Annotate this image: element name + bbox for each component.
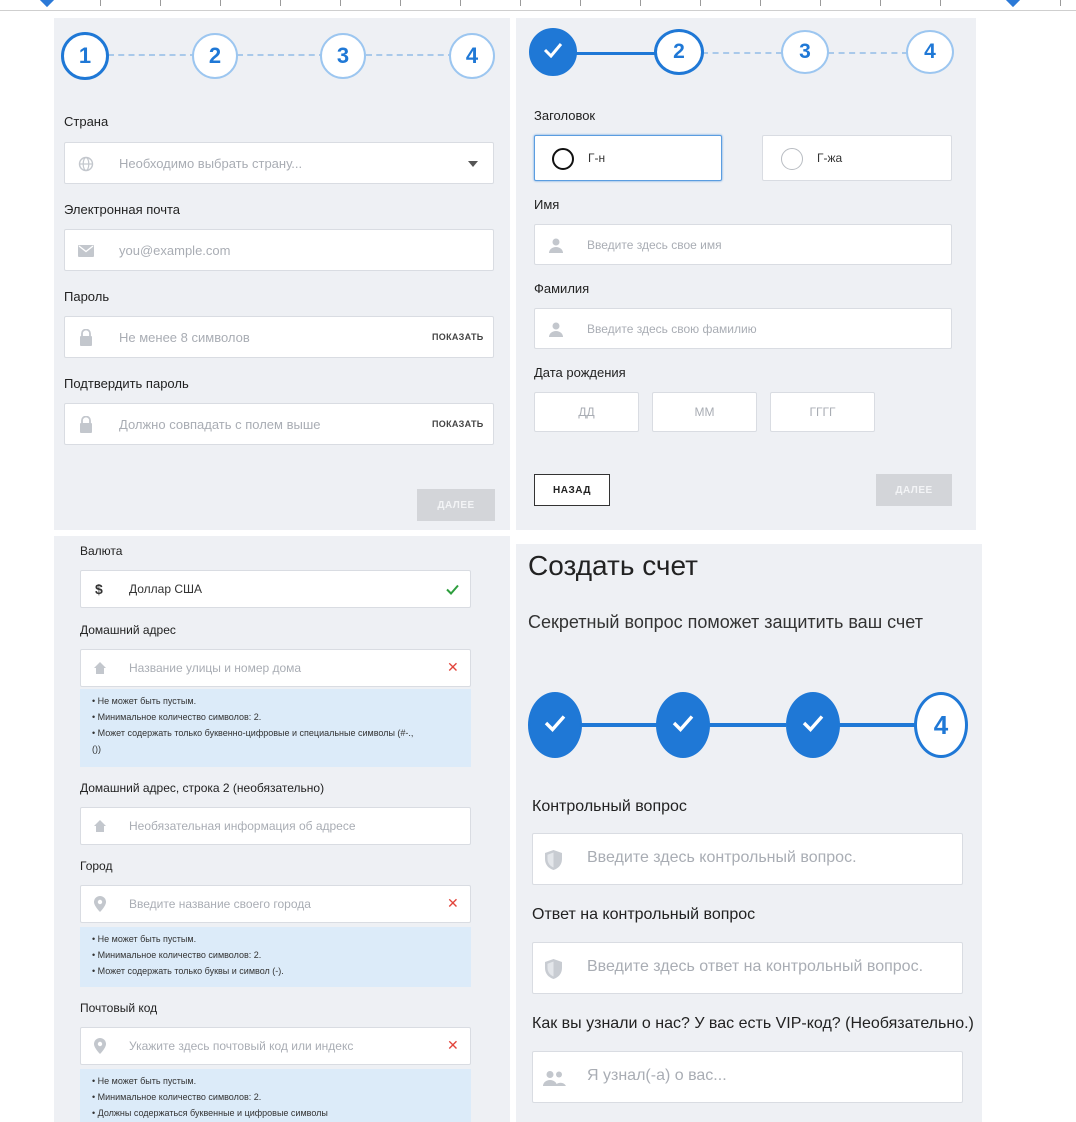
security-question-label: Контрольный вопрос <box>532 798 687 815</box>
chevron-down-icon[interactable] <box>467 159 479 169</box>
hint-line: • Не может быть пустым. <box>92 934 197 944</box>
check-icon <box>445 582 459 596</box>
title-mr-label: Г-н <box>588 151 606 165</box>
zip-placeholder: Укажите здесь почтовый код или индекс <box>129 1039 354 1053</box>
ruler-tick <box>460 0 461 6</box>
ruler-tick <box>580 0 581 6</box>
stepper-connector <box>702 52 782 54</box>
ruler-tick <box>520 0 521 6</box>
step-1-indicator[interactable] <box>61 32 109 80</box>
step-4-indicator[interactable] <box>906 30 954 74</box>
currency-select[interactable] <box>80 570 471 608</box>
address-field[interactable] <box>80 649 471 687</box>
address-hint-box <box>80 689 471 767</box>
hint-line: • Минимальное количество символов: 2. <box>92 1092 262 1102</box>
currency-value: Доллар США <box>129 582 203 596</box>
security-question-field[interactable] <box>532 833 963 885</box>
step-3-indicator[interactable] <box>320 33 366 79</box>
security-question-placeholder: Введите здесь контрольный вопрос. <box>587 849 857 866</box>
first-name-placeholder: Введите здесь свое имя <box>587 238 722 252</box>
hint-line: ()) <box>92 744 101 754</box>
ruler-tick <box>340 0 341 6</box>
city-placeholder: Введите название своего города <box>129 897 311 911</box>
location-pin-icon <box>92 896 108 912</box>
signup-step-3-panel <box>54 536 510 1122</box>
signup-step-4-panel <box>516 544 982 1122</box>
first-name-field[interactable] <box>534 224 952 265</box>
step-number: 4 <box>924 40 936 63</box>
currency-label: Валюта <box>80 544 123 558</box>
envelope-icon <box>77 242 95 260</box>
step-number: 3 <box>336 43 350 68</box>
step-number: 4 <box>465 43 479 68</box>
zip-hint-box <box>80 1069 471 1122</box>
city-label: Город <box>80 859 113 873</box>
ruler-tick <box>640 0 641 6</box>
hint-line: • Не может быть пустым. <box>92 1076 197 1086</box>
step-number: 1 <box>78 43 92 68</box>
ruler-tick <box>760 0 761 6</box>
dob-label: Дата рождения <box>534 365 626 380</box>
stepper-connector-complete <box>576 52 656 55</box>
last-name-label: Фамилия <box>534 281 590 296</box>
page-subtitle: Секретный вопрос поможет защитить ваш счет <box>528 612 923 632</box>
referral-placeholder: Я узнал(-а) о вас... <box>587 1067 727 1084</box>
referral-label: Как вы узнали о нас? У вас есть VIP-код? (Необязательно.) <box>532 1015 974 1032</box>
globe-icon <box>77 155 95 173</box>
country-select[interactable] <box>64 142 494 184</box>
person-icon <box>547 236 565 254</box>
step-2-indicator[interactable] <box>654 29 704 75</box>
radio-icon <box>781 148 803 170</box>
step-number: 2 <box>673 40 685 63</box>
address-label: Домашний адрес <box>80 623 176 637</box>
referral-field[interactable] <box>532 1051 963 1103</box>
step-4-indicator[interactable] <box>914 692 968 758</box>
last-name-placeholder: Введите здесь свою фамилию <box>587 322 757 336</box>
lock-icon <box>77 328 95 346</box>
show-password-button[interactable]: ПОКАЗАТЬ <box>432 332 484 342</box>
home-icon <box>92 818 108 834</box>
error-x-icon: ✕ <box>447 895 459 911</box>
stepper-connector <box>237 54 325 56</box>
next-button[interactable]: ДАЛЕЕ <box>417 489 495 521</box>
title-mr-option[interactable] <box>534 135 722 181</box>
stepper-connector-complete <box>834 723 916 727</box>
title-mrs-label: Г-жа <box>817 151 843 165</box>
city-field[interactable] <box>80 885 471 923</box>
stepper-connector <box>366 54 454 56</box>
next-button[interactable]: ДАЛЕЕ <box>876 474 952 506</box>
dob-day-field[interactable] <box>534 392 639 432</box>
confirm-password-field[interactable] <box>64 403 494 445</box>
ruler-tick <box>160 0 161 6</box>
page-title: Создать счет <box>528 550 698 581</box>
checkmark-icon <box>543 42 563 63</box>
ruler-tick <box>400 0 401 6</box>
back-button[interactable]: НАЗАД <box>534 474 610 506</box>
confirm-password-label: Подтвердить пароль <box>64 376 189 391</box>
hint-line: • Может содержать только буквы и символ (-). <box>92 966 284 976</box>
first-name-label: Имя <box>534 197 560 212</box>
ruler-tick <box>1060 0 1061 6</box>
dob-month-field[interactable] <box>652 392 757 432</box>
step-1-complete-indicator[interactable] <box>529 28 577 76</box>
ruler-tick <box>100 0 101 6</box>
ruler-indent-marker[interactable] <box>40 0 54 7</box>
ruler-tick <box>220 0 221 6</box>
dob-year-placeholder: ГГГГ <box>809 405 836 419</box>
location-pin-icon <box>92 1038 108 1054</box>
lock-icon <box>77 415 95 433</box>
country-label: Страна <box>64 114 109 129</box>
hint-line: • Минимальное количество символов: 2. <box>92 950 262 960</box>
error-x-icon: ✕ <box>447 659 459 675</box>
person-icon <box>547 320 565 338</box>
country-placeholder: Необходимо выбрать страну... <box>119 156 303 171</box>
step-2-indicator[interactable] <box>192 33 238 79</box>
checkmark-icon <box>544 714 566 737</box>
stepper-connector-complete <box>576 723 658 727</box>
address2-label: Домашний адрес, строка 2 (необязательно) <box>80 781 325 795</box>
last-name-field[interactable] <box>534 308 952 349</box>
password-label: Пароль <box>64 289 110 304</box>
email-label: Электронная почта <box>64 202 181 217</box>
dollar-icon: $ <box>95 581 103 597</box>
ruler-tick <box>940 0 941 6</box>
zip-label: Почтовый код <box>80 1001 158 1015</box>
hint-line: • Минимальное количество символов: 2. <box>92 712 262 722</box>
address2-field[interactable] <box>80 807 471 845</box>
password-field[interactable] <box>64 316 494 358</box>
dob-month-placeholder: ММ <box>694 405 715 419</box>
address2-placeholder: Необязательная информация об адресе <box>129 819 356 833</box>
ruler-tick <box>880 0 881 6</box>
stepper-connector <box>108 54 196 56</box>
email-field[interactable] <box>64 229 494 271</box>
step-number: 3 <box>799 40 811 63</box>
title-label: Заголовок <box>534 108 596 123</box>
signup-step-1-panel <box>54 18 510 530</box>
security-answer-placeholder: Введите здесь ответ на контрольный вопрос. <box>587 958 924 975</box>
stepper-connector <box>828 52 908 54</box>
step-3-complete-indicator[interactable] <box>786 692 840 758</box>
group-icon <box>541 1068 567 1088</box>
hint-line: • Не может быть пустым. <box>92 696 197 706</box>
step-2-complete-indicator[interactable] <box>656 692 710 758</box>
dob-year-field[interactable] <box>770 392 875 432</box>
show-confirm-password-button[interactable]: ПОКАЗАТЬ <box>432 419 484 429</box>
ruler-tick <box>700 0 701 6</box>
dob-day-placeholder: ДД <box>578 405 595 419</box>
ruler-tick <box>820 0 821 6</box>
radio-icon <box>552 148 574 170</box>
home-icon <box>92 660 108 676</box>
ruler-tick <box>280 0 281 6</box>
address-placeholder: Название улицы и номер дома <box>129 661 302 675</box>
hint-line: • Должны содержаться буквенные и цифровые символы <box>92 1108 328 1118</box>
ruler-right-marker[interactable] <box>1006 0 1020 7</box>
email-placeholder: you@example.com <box>119 243 231 258</box>
step-1-complete-indicator[interactable] <box>528 692 582 758</box>
error-x-icon: ✕ <box>447 1037 459 1053</box>
shield-icon <box>543 958 563 980</box>
stepper-connector-complete <box>704 723 786 727</box>
document-ruler <box>0 0 1076 11</box>
zip-field[interactable] <box>80 1027 471 1065</box>
shield-icon <box>543 849 563 871</box>
hint-line: • Может содержать только буквенно-цифровые и специальные символы (#-., <box>92 728 414 738</box>
checkmark-icon <box>672 714 694 737</box>
confirm-password-placeholder: Должно совпадать с полем выше <box>119 417 321 432</box>
title-mrs-option[interactable] <box>762 135 952 181</box>
security-answer-field[interactable] <box>532 942 963 994</box>
checkmark-icon <box>802 714 824 737</box>
password-placeholder: Не менее 8 символов <box>119 330 250 345</box>
step-3-indicator[interactable] <box>781 30 829 74</box>
step-number: 4 <box>933 709 949 740</box>
step-number: 2 <box>208 43 222 68</box>
signup-step-2-panel <box>516 18 976 530</box>
step-4-indicator[interactable] <box>449 33 495 79</box>
security-answer-label: Ответ на контрольный вопрос <box>532 906 756 923</box>
city-hint-box <box>80 927 471 987</box>
